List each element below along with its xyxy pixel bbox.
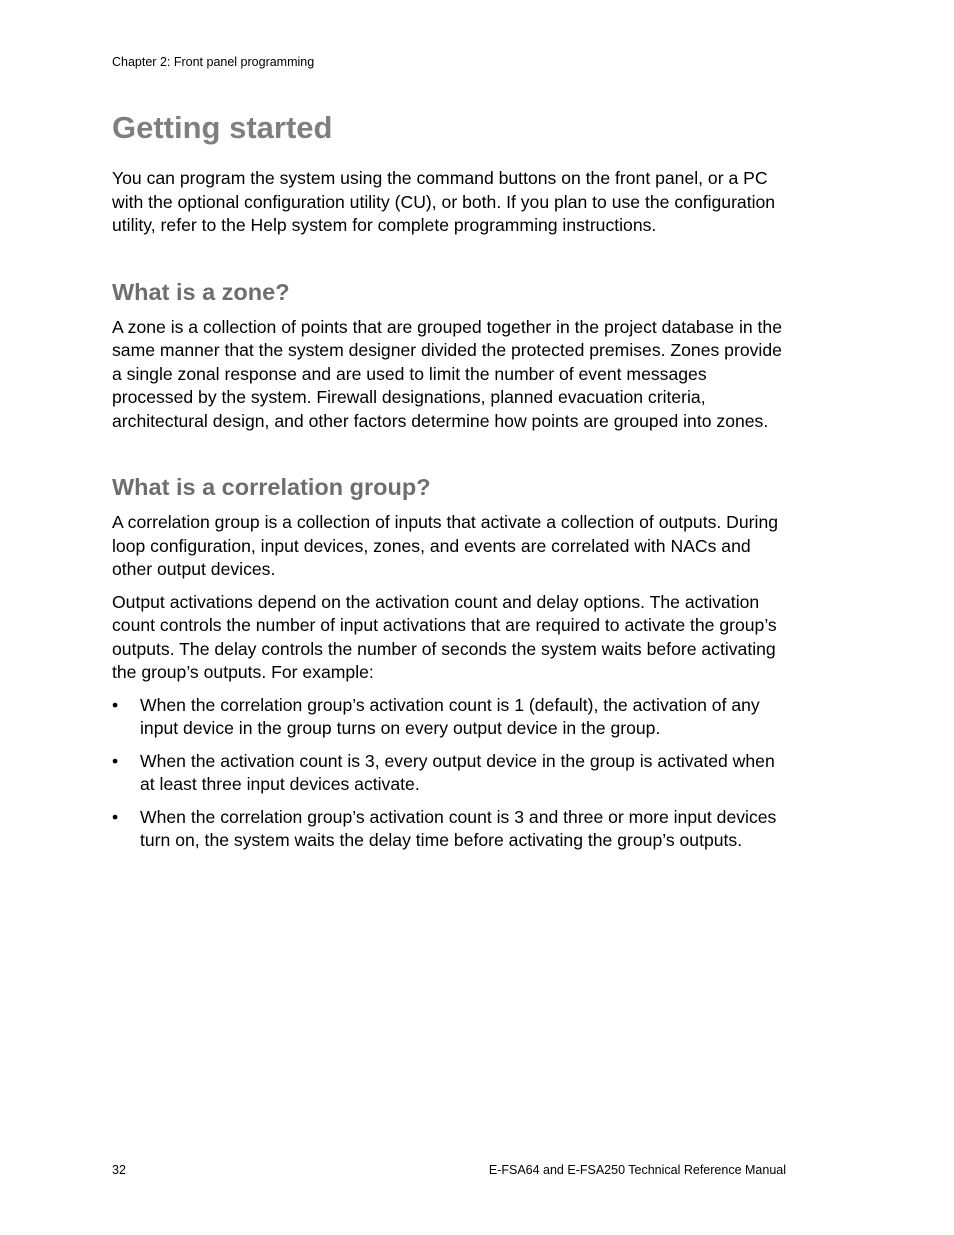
bullet-icon: • [112,806,119,827]
zone-paragraph: A zone is a collection of points that are grouped together in the project database in the same manner that the system designer divided the protected premises. Zones provide a single zonal response and are used to limit the number of event messages processed by the system. Firewall designations, planned evacuation criteria, architectural design, and other factors determine how points are grouped into zones. [112,316,782,431]
correlation-paragraph-1: A correlation group is a collection of inputs that activate a collection of outputs. During loop configuration, input devices, zones, and events are correlated with NACs and other output devices. [112,512,779,579]
list-item [112,750,787,797]
list-item [112,694,787,741]
correlation-paragraph-2: Output activations depend on the activation count and delay options. The activation count controls the number of input activations that are required to activate the group’s outputs. The delay controls the number of seconds the system waits before activating the group’s outputs. For example: [112,591,777,682]
list-item [112,806,787,853]
example-list [112,694,787,853]
bullet-icon: • [112,750,119,771]
page-title: Getting started [112,110,333,145]
zone-heading: What is a zone? [112,278,290,305]
page-content [112,108,787,862]
page-number: 32 [112,1163,126,1177]
list-item-text: When the correlation group’s activation count is 1 (default), the activation of any input device in the group turns on every output device in the group. [140,694,760,738]
running-header: Chapter 2: Front panel programming [112,55,315,69]
bullet-icon: • [112,694,119,715]
footer-manual-title: E-FSA64 and E-FSA250 Technical Reference Manual [488,1163,786,1177]
list-item-text: When the activation count is 3, every output device in the group is activated when at least three input devices activate. [140,750,775,794]
intro-paragraph: You can program the system using the command buttons on the front panel, or a PC with the optional configuration utility (CU), or both. If you plan to use the configuration utility, refer to the Help system for complete programming instructions. [112,168,776,235]
list-item-text: When the correlation group’s activation count is 3 and three or more input devices turn on, the system waits the delay time before activating the group’s outputs. [140,806,777,850]
correlation-heading: What is a correlation group? [112,474,431,500]
